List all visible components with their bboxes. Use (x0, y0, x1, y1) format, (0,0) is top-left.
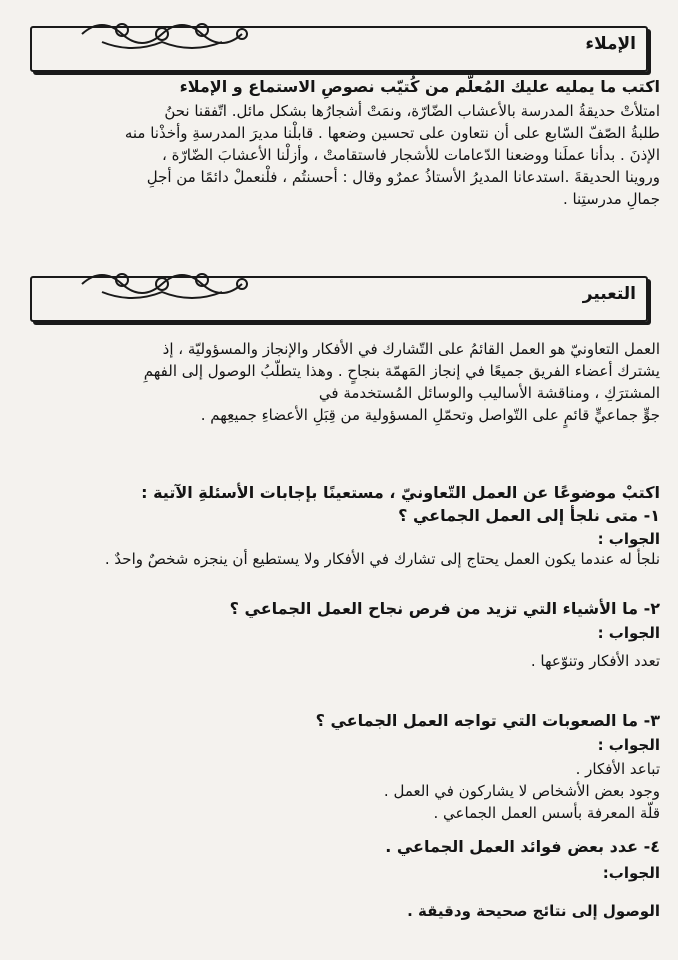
question-4: ٤- عدد بعض فوائد العمل الجماعي . (385, 837, 660, 856)
intro-line: يشترك أعضاء الفريق جميعًا في إنجاز المَهمّة بنجاحٍ . وهذا يتطلّبُ الوصول إلى الفهمِ (143, 362, 660, 380)
dictation-passage (10, 100, 660, 210)
question-1: ١- متى نلجأ إلى العمل الجماعي ؟ (398, 506, 660, 525)
answer-3-item: قلّة المعرفة بأسس العمل الجماعي . (433, 804, 660, 822)
dictation-instruction: اكتب ما يمليه عليك المُعلّم من كُتيّب نصوصِ الاستماع و الإملاء (179, 77, 660, 96)
answer-3-item: تباعد الأفكار . (575, 760, 660, 778)
passage-line: جمالِ مدرستِنا . (562, 190, 660, 208)
expression-intro (10, 338, 660, 426)
passage-line: امتلأتْ حديقةُ المدرسة بالأعشاب الضّارّة، ونمَتْ أشجارُها بشكل مائل. اتّفقنا نحنُ (164, 102, 660, 120)
answer-label: الجواب : (597, 624, 660, 642)
answer-3 (10, 758, 660, 824)
ornament-icon (72, 12, 272, 52)
passage-line: طلبةُ الصّفّ السّابع على أن نتعاون على تحسين وضعها . قابلْنا مديرَ المدرسةِ وأخذْنا منه (124, 124, 660, 142)
passage-line: الإذنَ . بدأنا عملَنا ووضعنا الدّعامات للأشجار فاستقامتْ ، وأزلْنا الأعشابَ الضّارّة ، (162, 146, 660, 164)
question-3: ٣- ما الصعوبات التي تواجه العمل الجماعي ؟ (315, 711, 660, 730)
question-2: ٢- ما الأشياء التي تزيد من فرص نجاح العمل الجماعي ؟ (229, 599, 660, 618)
expression-header-banner (30, 276, 648, 322)
answer-4: الوصول إلى نتائج صحيحة ودقيقة . (407, 902, 660, 920)
dictation-header-banner (30, 26, 648, 72)
answer-label: الجواب : (597, 530, 660, 548)
answer-2: تعدد الأفكار وتنوّعها . (530, 652, 660, 670)
answer-3-item: وجود بعض الأشخاص لا يشاركون في العمل . (383, 782, 660, 800)
dictation-header: الإملاء (585, 34, 636, 54)
intro-line: العمل التعاونيّ هو العمل القائمُ على التّشارك في الأفكار والإنجاز والمسؤوليّة ، إذ (162, 340, 660, 358)
answer-label: الجواب: (602, 864, 660, 882)
answer-1: نلجأ له عندما يكون العمل يحتاج إلى تشارك في الأفكار ولا يستطيع أن ينجزه شخصٌ واحدٌ . (104, 550, 660, 568)
passage-line: وروينا الحديقةَ .استدعانا المديرُ الأستاذُ عمرٌو وقال : أحسنتُم ، فلْنعملْ دائمًا من أجلِ (146, 168, 660, 186)
expression-header: التعبير (582, 284, 636, 304)
writing-task: اكتبْ موضوعًا عن العمل التّعاونيّ ، مستعينًا بإجابات الأسئلةِ الآتية : (141, 483, 660, 502)
ornament-icon (72, 262, 272, 302)
intro-line: جوٍّ جماعيٍّ قائمٍ على التّواصل وتحمّلِ المسؤولية من قِبَلِ الأعضاءِ جميعِهم . (200, 406, 660, 424)
answer-label: الجواب : (597, 736, 660, 754)
intro-line: المشترَكِ ، ومناقشة الأساليب والوسائل المُستخدمة في (318, 384, 660, 402)
